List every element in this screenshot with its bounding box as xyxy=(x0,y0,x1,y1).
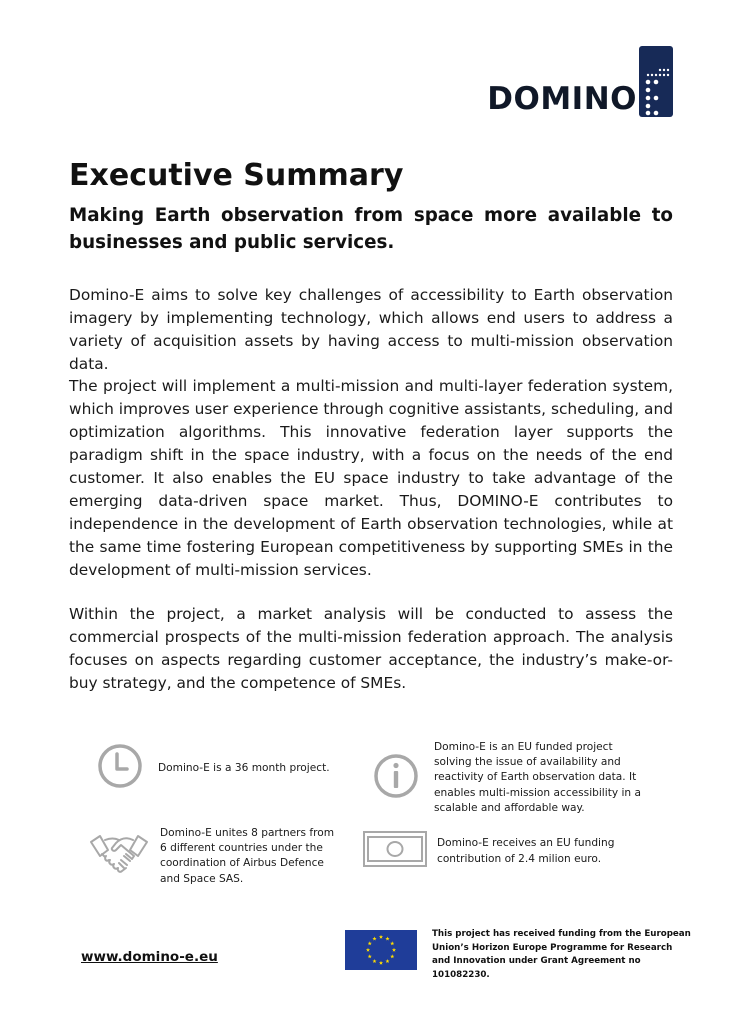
fact-text: Domino-E unites 8 partners from 6 different countries under the coordination of Airbus Defence and Space SAS. xyxy=(160,827,335,885)
domino-logo xyxy=(487,46,673,117)
fact-text: Domino-E receives an EU funding contribution of 2.4 milion euro. xyxy=(437,837,615,865)
banknote-icon xyxy=(362,830,428,873)
eu-flag-icon xyxy=(345,930,417,975)
logo-wordmark: DOMINO xyxy=(487,81,637,117)
funding-acknowledgement: This project has received funding from the European Union’s Horizon Europe Programme for Research and Innovation under Grant Agreement no 101082230. xyxy=(432,929,691,980)
fact-duration xyxy=(96,742,330,795)
clock-icon xyxy=(96,742,144,795)
page-title: Executive Summary xyxy=(69,158,404,193)
fact-project-info xyxy=(372,740,644,816)
body-paragraph: The project will implement a multi-mission and multi-layer federation system, which improves user experience through cognitive assistants, scheduling, and optimization algorithms. This innovative federation layer supports the paradigm shift in the space industry, with a focus on the needs of the end customer. It also enables the EU space industry to take advantage of the emerging data-driven space market. Thus, DOMINO-E contributes to independence in the development of Earth observation technologies, while at the same time fostering European competitiveness by supporting SMEs in the development of multi-mission services. xyxy=(69,377,673,579)
domino-tile-icon xyxy=(639,46,673,117)
page-subtitle: Making Earth observation from space more available to businesses and public services. xyxy=(69,205,673,253)
body-paragraph: Within the project, a market analysis will be conducted to assess the commercial prospects of the multi-mission federation approach. The analysis focuses on aspects regarding customer acceptance, the industry’s make-or-buy strategy, and the competence of SMEs. xyxy=(69,605,673,692)
website-link[interactable]: www.domino-e.eu xyxy=(81,949,218,965)
fact-text: Domino-E is a 36 month project. xyxy=(158,761,330,774)
fact-partners xyxy=(88,826,340,887)
handshake-icon xyxy=(88,828,150,885)
info-icon xyxy=(372,752,420,805)
fact-text: Domino-E is an EU funded project solving the issue of availability and reactivity of Earth observation data. It enables multi-mission accessibility in a scalable and affordable way. xyxy=(434,741,642,814)
body-paragraph: Domino-E aims to solve key challenges of accessibility to Earth observation imagery by implementing technology, which allows end users to address a variety of acquisition assets by having access to multi-mission observation data. xyxy=(69,286,673,373)
fact-funding xyxy=(362,830,637,873)
